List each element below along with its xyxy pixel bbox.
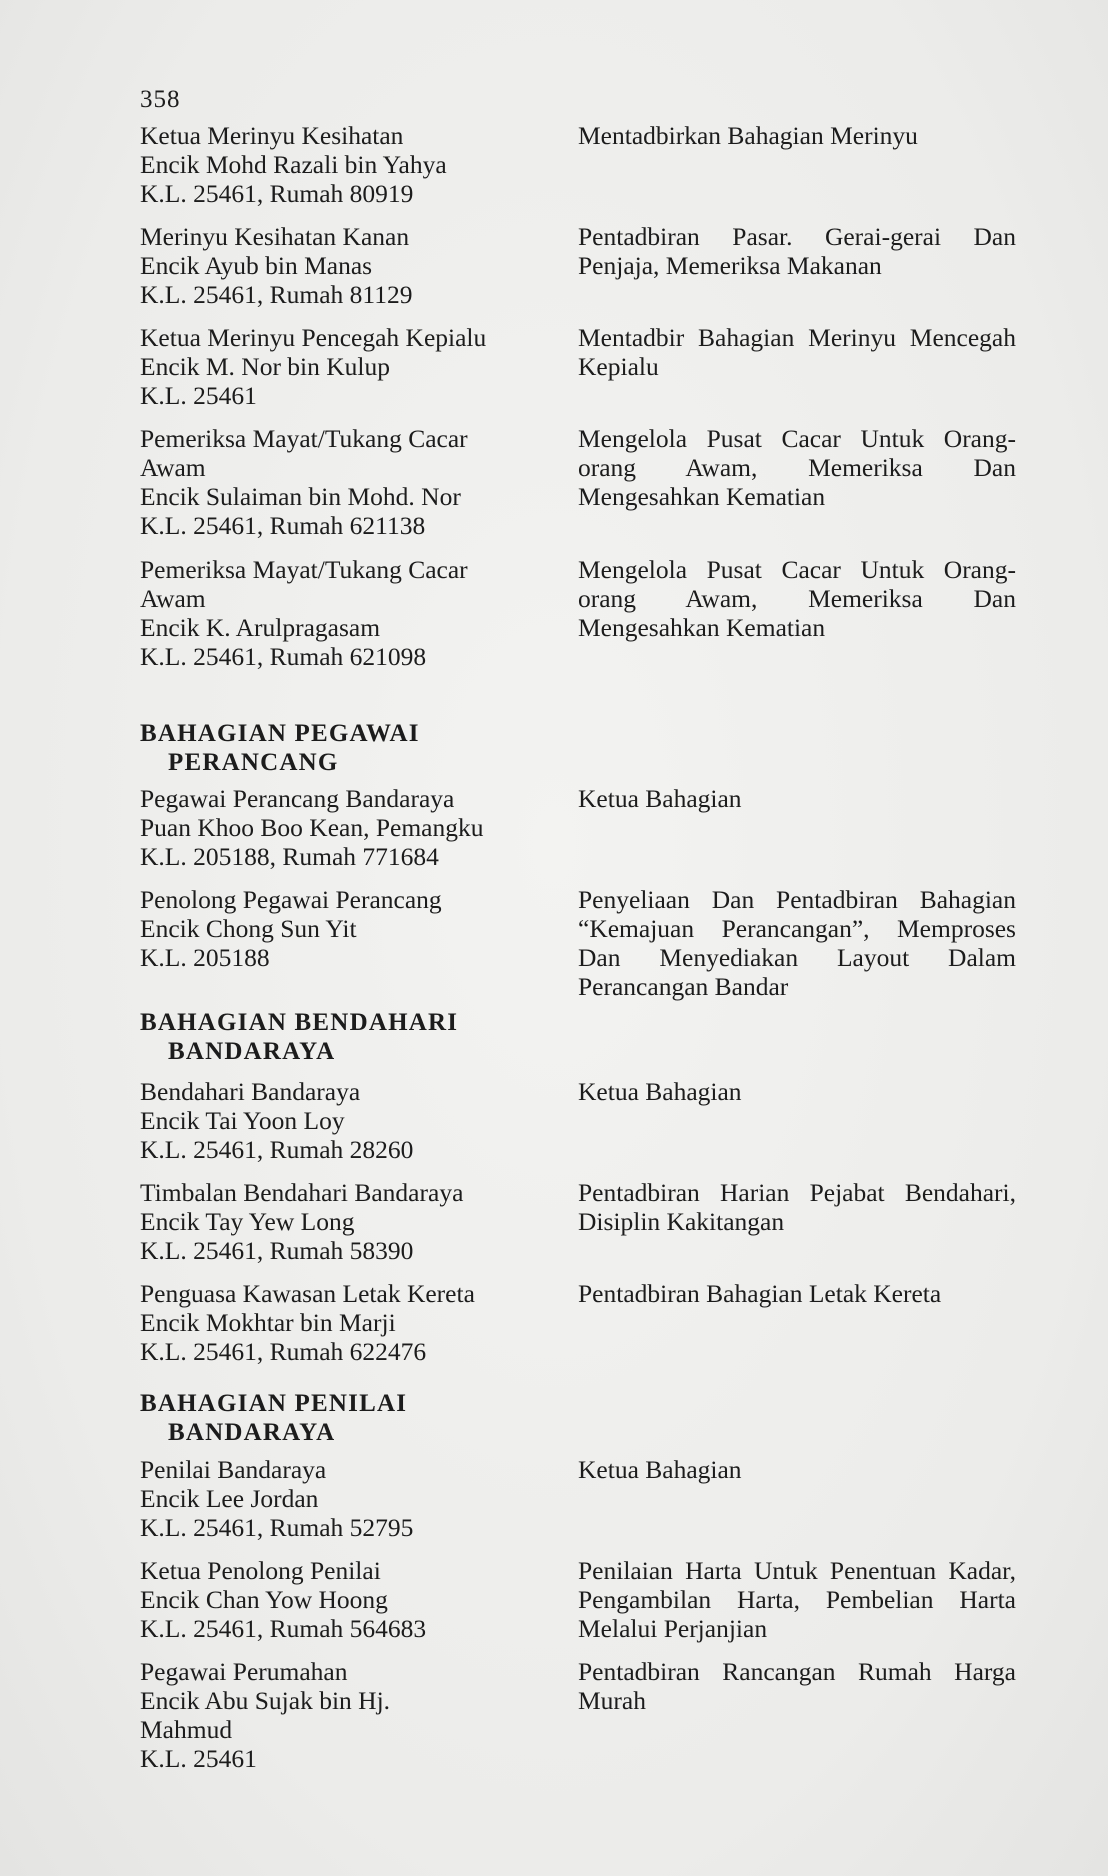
position-title: Penguasa Kawasan Letak Kereta (140, 1279, 475, 1308)
staff-details (140, 323, 560, 410)
section-heading-line: BAHAGIAN PEGAWAI (140, 720, 420, 747)
duty-description: Ketua Bahagian (578, 784, 742, 813)
staff-name: Encik Tay Yew Long (140, 1207, 355, 1236)
staff-details (140, 555, 560, 671)
duty-description: Pentadbiran Harian Pejabat Bendahari, Disiplin Kakitangan (578, 1178, 1016, 1236)
position-title: Ketua Merinyu Pencegah Kepialu (140, 323, 487, 352)
duty-description: Penilaian Harta Untuk Penentuan Kadar, Pengambilan Harta, Pembelian Harta Melalui Perjanjian (578, 1556, 1016, 1643)
staff-name: Encik Mokhtar bin Marji (140, 1308, 396, 1337)
section-heading (140, 1389, 600, 1447)
staff-name: Encik Abu Sujak bin Hj. (140, 1686, 391, 1715)
staff-name: Encik Sulaiman bin Mohd. Nor (140, 482, 461, 511)
staff-name: Encik Chong Sun Yit (140, 914, 357, 943)
position-title: Pegawai Perancang Bandaraya (140, 784, 455, 813)
position-title: Penilai Bandaraya (140, 1455, 327, 1484)
position-title: Pemeriksa Mayat/Tukang Cacar (140, 424, 468, 453)
position-title: Ketua Penolong Penilai (140, 1556, 381, 1585)
page-number: 358 (140, 86, 181, 113)
phone-line: K.L. 25461, Rumah 52795 (140, 1513, 414, 1542)
phone-line: K.L. 205188, Rumah 771684 (140, 842, 439, 871)
staff-name: Encik Ayub bin Manas (140, 251, 373, 280)
staff-details (140, 121, 560, 208)
staff-name-cont: Mahmud (140, 1715, 233, 1744)
duty-description: Pentadbiran Pasar. Gerai-gerai Dan Penjaja, Memeriksa Makanan (578, 222, 1016, 280)
phone-line: K.L. 25461 (140, 381, 257, 410)
position-title: Pegawai Perumahan (140, 1657, 348, 1686)
duty-description: Penyeliaan Dan Pentadbiran Bahagian “Kemajuan Perancangan”, Memproses Dan Menyediakan Layout Dalam Perancangan Bandar (578, 885, 1016, 1001)
phone-line: K.L. 25461, Rumah 28260 (140, 1135, 414, 1164)
duty-description: Mengelola Pusat Cacar Untuk Orang-orang Awam, Memeriksa Dan Mengesahkan Kematian (578, 555, 1016, 642)
section-heading (140, 719, 600, 777)
duty-description: Pentadbiran Rancangan Rumah Harga Murah (578, 1657, 1016, 1715)
staff-name: Encik Chan Yow Hoong (140, 1585, 388, 1614)
staff-details (140, 222, 560, 309)
section-heading-line: BAHAGIAN PENILAI (140, 1390, 408, 1417)
section-heading-line: PERANCANG (168, 749, 339, 776)
staff-name: Encik Tai Yoon Loy (140, 1106, 345, 1135)
position-title: Ketua Merinyu Kesihatan (140, 121, 404, 150)
phone-line: K.L. 25461, Rumah 58390 (140, 1236, 414, 1265)
duty-description: Ketua Bahagian (578, 1455, 742, 1484)
position-title: Timbalan Bendahari Bandaraya (140, 1178, 464, 1207)
staff-details (140, 1556, 560, 1643)
duty-description: Mentadbirkan Bahagian Merinyu (578, 121, 918, 150)
section-heading (140, 1008, 600, 1066)
staff-name: Encik M. Nor bin Kulup (140, 352, 391, 381)
phone-line: K.L. 205188 (140, 943, 270, 972)
staff-details (140, 1077, 560, 1164)
staff-details (140, 885, 560, 972)
duty-description: Mentadbir Bahagian Merinyu Mencegah Kepialu (578, 323, 1016, 381)
phone-line: K.L. 25461, Rumah 81129 (140, 280, 413, 309)
phone-line: K.L. 25461, Rumah 564683 (140, 1614, 427, 1643)
duty-description: Pentadbiran Bahagian Letak Kereta (578, 1279, 942, 1308)
staff-details (140, 1279, 560, 1366)
staff-name: Encik Lee Jordan (140, 1484, 319, 1513)
position-title-cont: Awam (140, 453, 206, 482)
section-heading-line: BANDARAYA (168, 1419, 336, 1446)
phone-line: K.L. 25461, Rumah 622476 (140, 1337, 427, 1366)
staff-details (140, 424, 560, 540)
phone-line: K.L. 25461 (140, 1744, 257, 1773)
section-heading-line: BAHAGIAN BENDAHARI (140, 1009, 459, 1036)
position-title: Pemeriksa Mayat/Tukang Cacar (140, 555, 468, 584)
staff-details (140, 784, 560, 871)
staff-details (140, 1455, 560, 1542)
phone-line: K.L. 25461, Rumah 621098 (140, 642, 427, 671)
staff-name: Encik K. Arulpragasam (140, 613, 381, 642)
position-title: Bendahari Bandaraya (140, 1077, 361, 1106)
staff-name: Encik Mohd Razali bin Yahya (140, 150, 447, 179)
duty-description: Ketua Bahagian (578, 1077, 742, 1106)
position-title: Merinyu Kesihatan Kanan (140, 222, 410, 251)
section-heading-line: BANDARAYA (168, 1038, 336, 1065)
phone-line: K.L. 25461, Rumah 80919 (140, 179, 414, 208)
position-title-cont: Awam (140, 584, 206, 613)
phone-line: K.L. 25461, Rumah 621138 (140, 511, 426, 540)
staff-details (140, 1178, 560, 1265)
position-title: Penolong Pegawai Perancang (140, 885, 442, 914)
duty-description: Mengelola Pusat Cacar Untuk Orang-orang Awam, Memeriksa Dan Mengesahkan Kematian (578, 424, 1016, 511)
staff-details (140, 1657, 560, 1773)
staff-name: Puan Khoo Boo Kean, Pemangku (140, 813, 484, 842)
